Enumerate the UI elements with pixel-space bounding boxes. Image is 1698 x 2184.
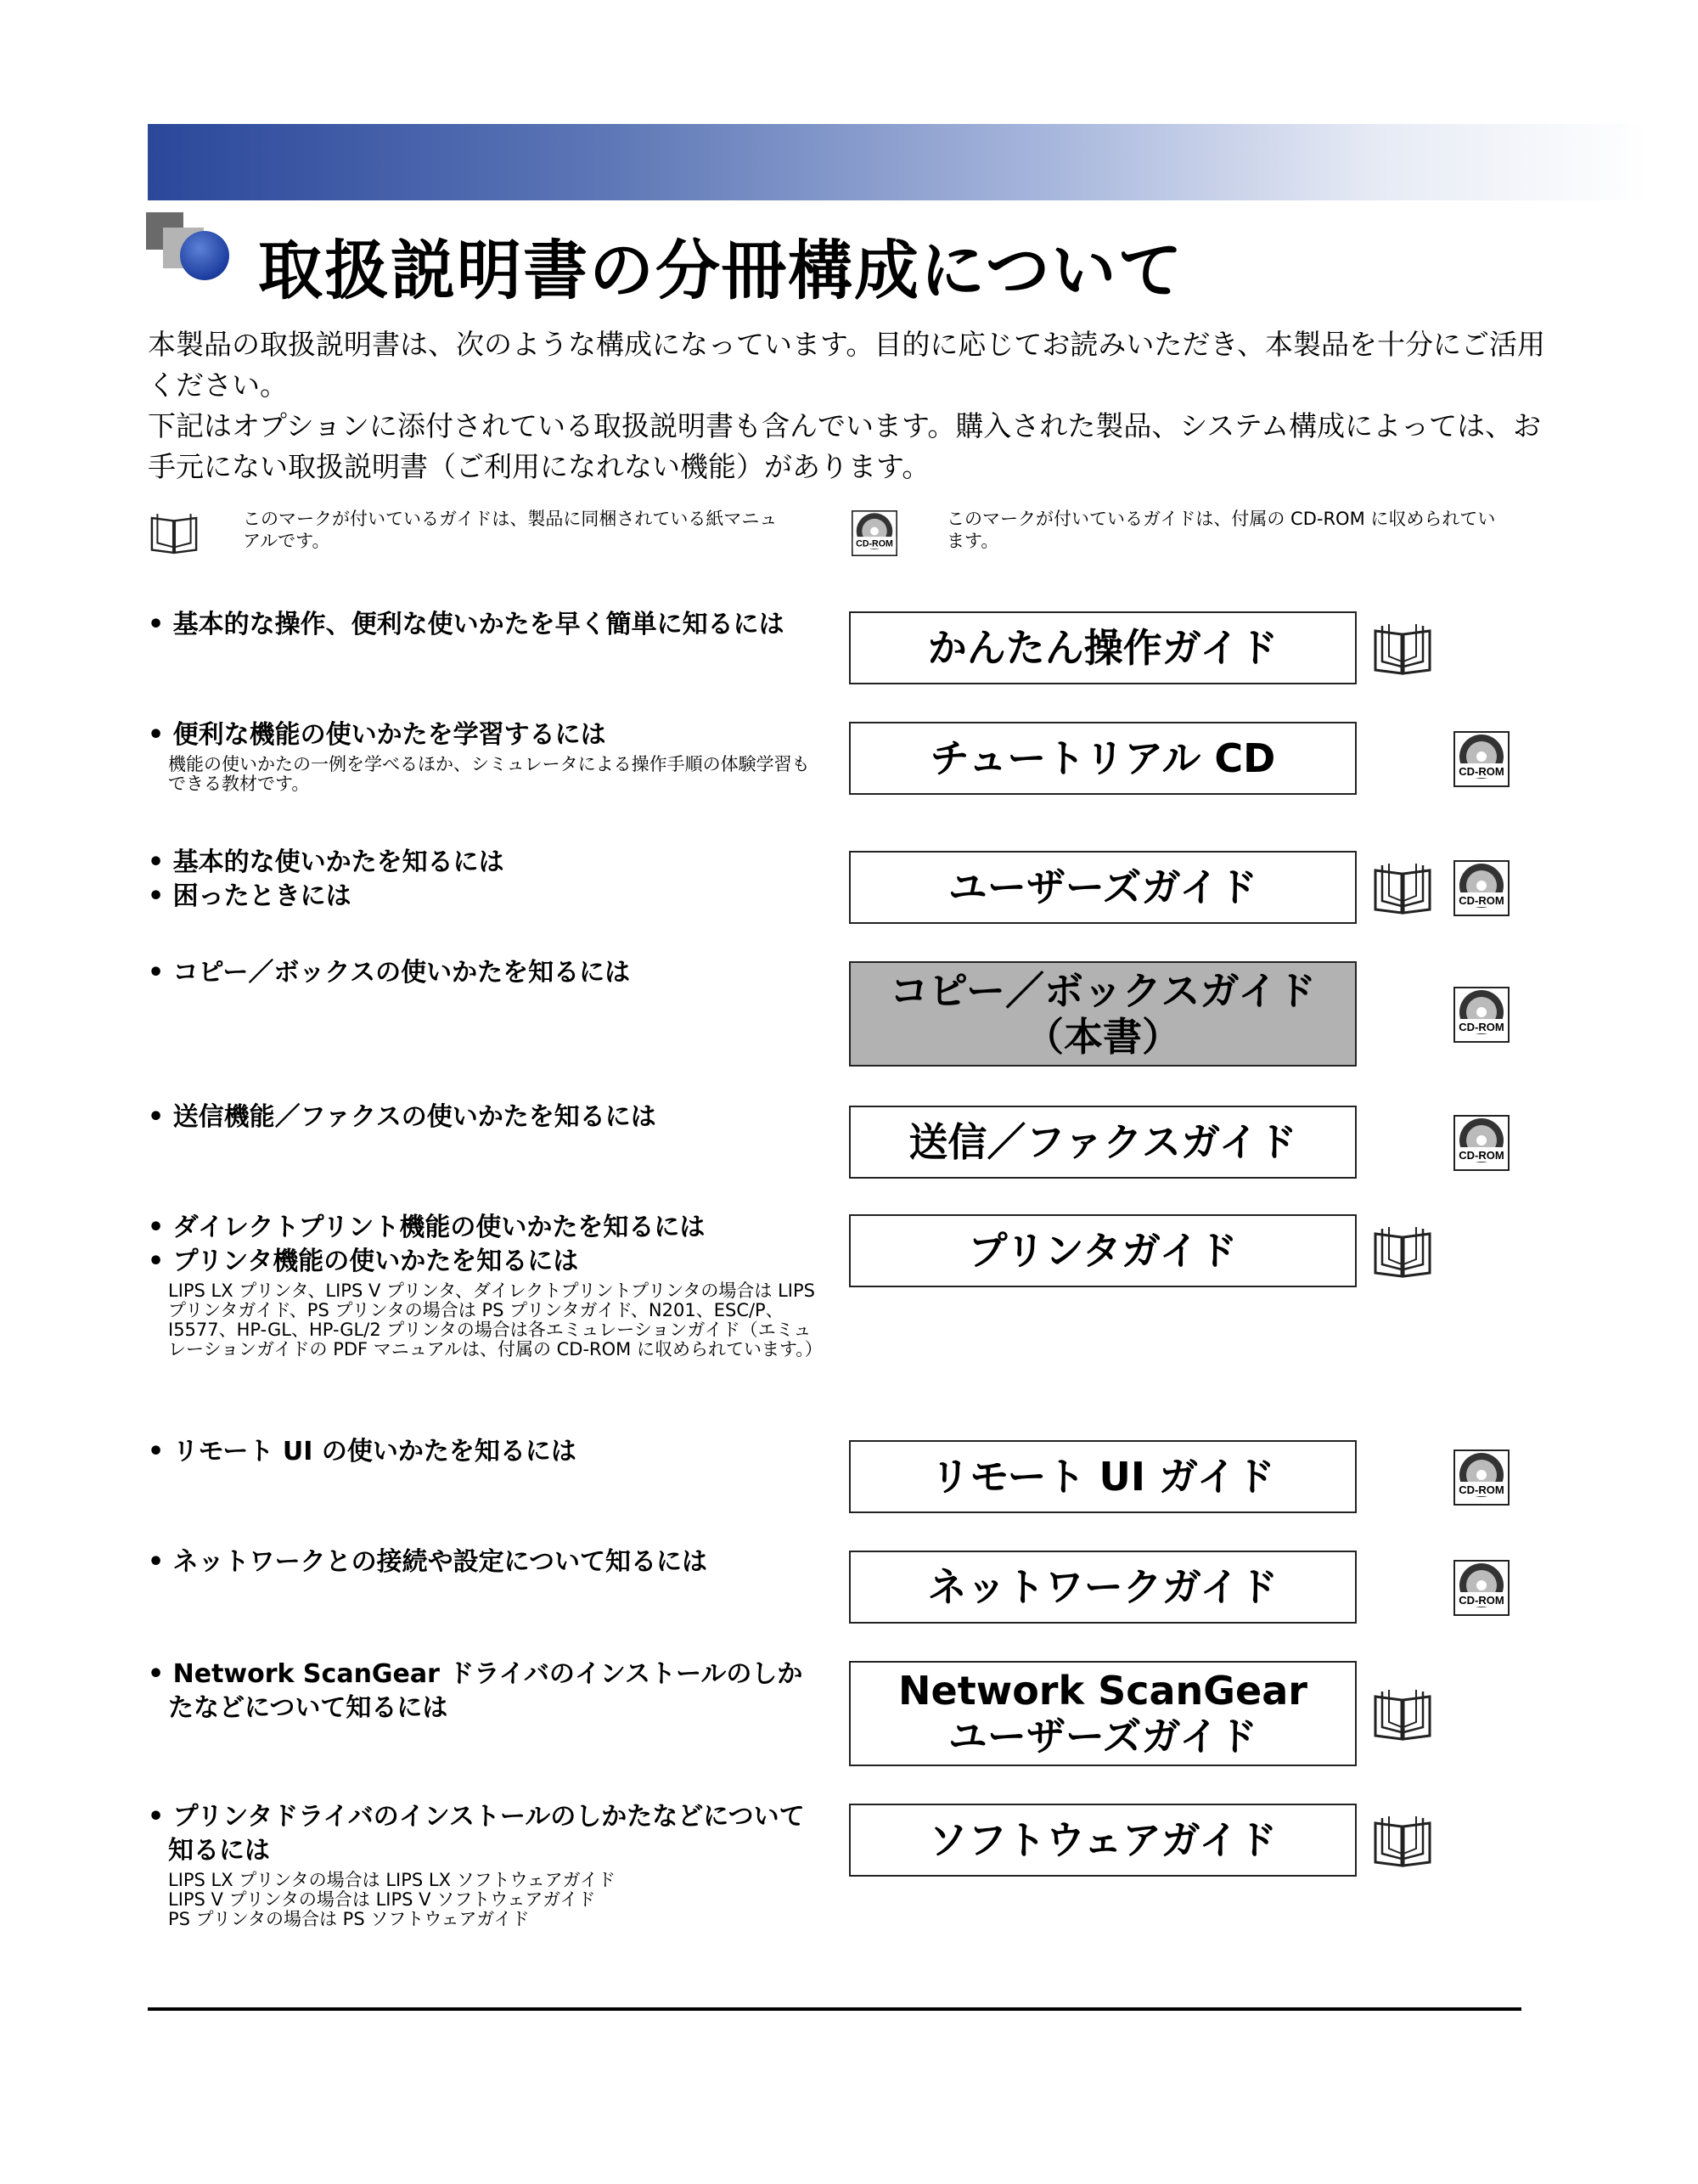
guide-title: チュートリアル CD: [930, 735, 1276, 781]
svg-text:CD-ROM: CD-ROM: [856, 538, 893, 549]
bullet-item: • ダイレクトプリント機能の使いかたを知るには: [148, 1213, 706, 1242]
bullet-item: • 基本的な操作、便利な使いかたを早く簡単に知るには: [148, 610, 784, 639]
title-bullet-icon: [146, 212, 231, 294]
row-label: [148, 1658, 827, 1725]
guide-title: 送信／ファクスガイド: [908, 1119, 1297, 1165]
guide-title-box: [849, 1106, 1357, 1179]
book-icon: [1370, 1688, 1435, 1742]
cd-rom-icon: [1453, 1560, 1510, 1616]
book-icon: [148, 509, 200, 560]
cd-rom-icon: [1453, 731, 1510, 787]
bullet-item: • コピー／ボックスの使いかたを知るには: [148, 958, 631, 988]
header-banner: [148, 124, 1650, 200]
guide-title: かんたん操作ガイド: [927, 625, 1279, 671]
guide-title: リモート UI ガイド: [931, 1454, 1275, 1500]
cd-rom-icon: [1453, 1449, 1510, 1506]
guide-title-box: [849, 1551, 1357, 1624]
guide-title: ソフトウェアガイド: [928, 1817, 1278, 1863]
svg-text:CD-ROM: CD-ROM: [1459, 1149, 1504, 1162]
guide-title-box: [849, 1440, 1357, 1513]
bullet-item: • Network ScanGear ドライバのインストールのしかたなどについて知るには: [148, 1659, 803, 1723]
guide-title: ユーザーズガイド: [947, 864, 1258, 910]
cd-rom-icon: [1453, 860, 1510, 916]
row-note: 機能の使いかたの一例を学べるほか、シミュレータによる操作手順の体験学習もできる教材です。: [168, 754, 810, 794]
guide-title: プリンタガイド: [968, 1228, 1238, 1274]
row-label: [148, 846, 827, 914]
bullet-item: • 困ったときには: [148, 881, 351, 911]
guide-title-box: [849, 851, 1357, 924]
bullet-item: • 基本的な使いかたを知るには: [148, 847, 504, 877]
guide-title-box: [849, 1661, 1357, 1766]
row-label: [148, 718, 827, 794]
guide-title-box: [849, 1804, 1357, 1877]
bullet-item: • ネットワークとの接続や設定について知るには: [148, 1547, 708, 1577]
intro-paragraph-2: 下記はオプションに添付されている取扱説明書も含んでいます。購入された製品、システム構成によっては、お手元にない取扱説明書（ご利用になれない機能）があります。: [148, 409, 1542, 483]
bullet-item: • プリンタドライバのインストールのしかたなどについて知るには: [148, 1802, 805, 1866]
book-icon: [1370, 622, 1435, 677]
row-label: [148, 608, 827, 642]
row-label: [148, 1100, 827, 1134]
bullet-item: • リモート UI の使いかたを知るには: [148, 1437, 576, 1466]
book-icon: [1370, 1815, 1435, 1869]
row-label: [148, 956, 827, 990]
cd-rom-icon: [1453, 987, 1510, 1043]
book-icon: [1370, 862, 1435, 916]
bullet-item: • プリンタ機能の使いかたを知るには: [148, 1247, 579, 1276]
guide-title: ネットワークガイド: [927, 1564, 1279, 1610]
svg-text:CD-ROM: CD-ROM: [1459, 1594, 1504, 1607]
bullet-item: • 送信機能／ファクスの使いかたを知るには: [148, 1102, 656, 1132]
legend-paper-text: このマークが付いているガイドは、製品に同梱されている紙マニュアルです。: [243, 509, 778, 551]
cd-rom-icon: [1453, 1115, 1510, 1171]
row-label: [148, 1800, 827, 1929]
bullet-item: • 便利な機能の使いかたを学習するには: [148, 720, 606, 750]
book-icon: [1370, 1225, 1435, 1280]
guide-title: コピー／ボックスガイド （本書）: [889, 968, 1317, 1060]
row-label: [148, 1211, 827, 1359]
guide-title-box: [849, 961, 1357, 1067]
row-note: LIPS LX プリンタ、LIPS V プリンタ、ダイレクトプリントプリンタの場合は LIPS プリンタガイド、PS プリンタの場合は PS プリンタガイド、N201、ESC/P、I5577、HP-GL、HP-GL/2 プリンタの場合は各エミュレーションガイド（エミュレーションガイドの PDF マニュアルは、付属の CD-ROM に収められています。）: [168, 1281, 823, 1359]
svg-text:CD-ROM: CD-ROM: [1459, 765, 1504, 778]
row-label: [148, 1435, 827, 1469]
svg-text:CD-ROM: CD-ROM: [1459, 894, 1504, 907]
page-title: 取扱説明書の分冊構成について: [258, 233, 1184, 308]
svg-text:CD-ROM: CD-ROM: [1459, 1021, 1504, 1033]
intro-paragraph-1: 本製品の取扱説明書は、次のような構成になっています。目的に応じてお読みいただき、本製品を十分にご活用ください。: [148, 328, 1546, 402]
row-label: [148, 1545, 827, 1579]
guide-title: Network ScanGear ユーザーズガイド: [898, 1668, 1307, 1759]
guide-title-box: [849, 1214, 1357, 1287]
guide-title-box: [849, 722, 1357, 795]
legend-cdrom-text: このマークが付いているガイドは、付属の CD-ROM に収められています。: [947, 509, 1496, 551]
svg-text:CD-ROM: CD-ROM: [1459, 1483, 1504, 1496]
guide-title-box: [849, 611, 1357, 684]
footer-rule: [148, 2007, 1521, 2011]
row-note: LIPS LX プリンタの場合は LIPS LX ソフトウェアガイド LIPS V プリンタの場合は LIPS V ソフトウェアガイド PS プリンタの場合は PS ソフトウェアガイド: [168, 1870, 616, 1929]
cd-rom-icon: [852, 509, 897, 560]
